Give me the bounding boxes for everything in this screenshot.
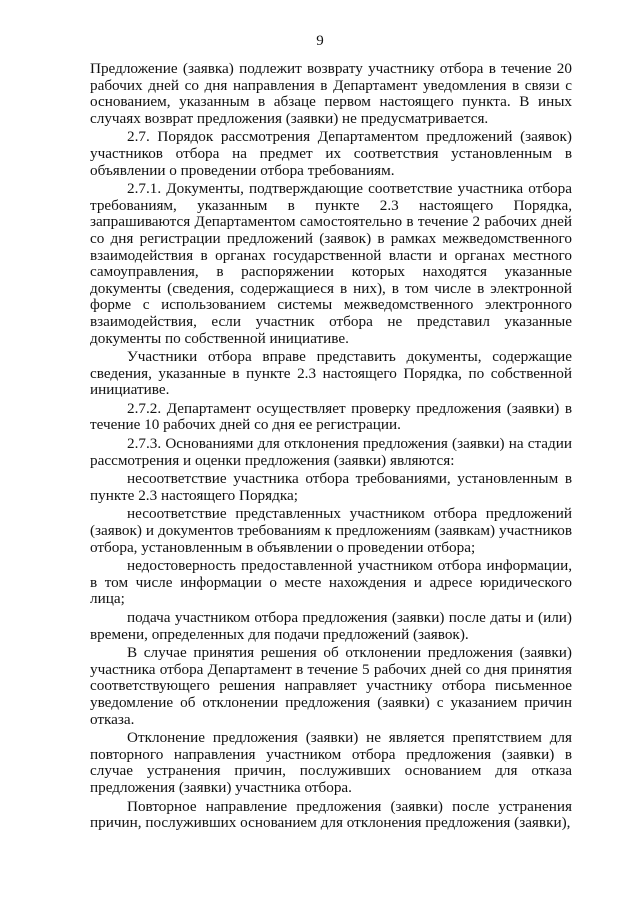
paragraph-2-7-review-procedure: 2.7. Порядок рассмотрения Департаментом предложений (заявок) участников отбора на предмет их соответствия установленным в объявлении о проведении отбора требованиям. [90, 128, 572, 179]
paragraph-resubmission-allowed: Отклонение предложения (заявки) не является препятствием для повторного направления участником отбора предложения (заявки) в случае устранения причин, послуживших основанием для отказа предложения (заявки) участника отбора. [90, 729, 572, 796]
paragraph-return-of-proposal: Предложение (заявка) подлежит возврату участнику отбора в течение 20 рабочих дней со дня направления в Департамент уведомления в связи с основанием, указанным в абзаце первом настоящего пункта. В иных случаях возврат предложения (заявки) не предусматривается. [90, 60, 572, 127]
paragraph-repeated-submission: Повторное направление предложения (заявки) после устранения причин, послуживших основанием для отклонения предложения (заявки), [90, 797, 572, 832]
paragraph-2-7-2-verification: 2.7.2. Департамент осуществляет проверку предложения (заявки) в течение 10 рабочих дней со дня ее регистрации. [90, 399, 572, 434]
paragraph-2-7-3-grounds: 2.7.3. Основаниями для отклонения предложения (заявки) на стадии рассмотрения и оценки предложения (заявки) являются: [90, 435, 572, 469]
paragraph-rejection-notice: В случае принятия решения об отклонении предложения (заявки) участника отбора Департамент в течение 5 рабочих дней со дня принятия соответствующего решения направляет участнику отбора письменное уведомление об отклонении предложения (заявки) с указанием причин отказа. [90, 644, 572, 728]
paragraph-2-7-1-documents: 2.7.1. Документы, подтверждающие соответствие участника отбора требованиям, указанным в пункте 2.3 настоящего Порядка, запрашиваются Департаментом самостоятельно в течение 2 рабочих дней со дня регистрации предложений (заявок) в рамках межведомственного взаимодействия в органах государственной власти и органах местного самоуправления, в распоряжении которых находятся указанные документы (сведения, содержащиеся в них), в том числе в электронной форме с использованием системы межведомственного электронного взаимодействия, если участник отбора не представил указанные документы по собственной инициативе. [90, 180, 572, 347]
paragraph-participants-right: Участники отбора вправе представить документы, содержащие сведения, указанные в пункте 2.3 настоящего Порядка, по собственной инициативе. [90, 348, 572, 399]
list-item-ground-4: подача участником отбора предложения (заявки) после даты и (или) времени, определенных для подачи предложений (заявок). [90, 609, 572, 643]
list-item-ground-2: несоответствие представленных участником отбора предложений (заявок) и документов требованиям к предложениям (заявкам) участников отбора, установленным в объявлении о проведении отбора; [90, 505, 572, 556]
list-item-ground-3: недостоверность предоставленной участником отбора информации, в том числе информации о месте нахождения и адресе юридического лица; [90, 557, 572, 608]
document-body [90, 61, 572, 834]
list-item-ground-1: несоответствие участника отбора требованиями, установленным в пункте 2.3 настоящего Порядка; [90, 470, 572, 504]
page-number: 9 [316, 33, 324, 49]
